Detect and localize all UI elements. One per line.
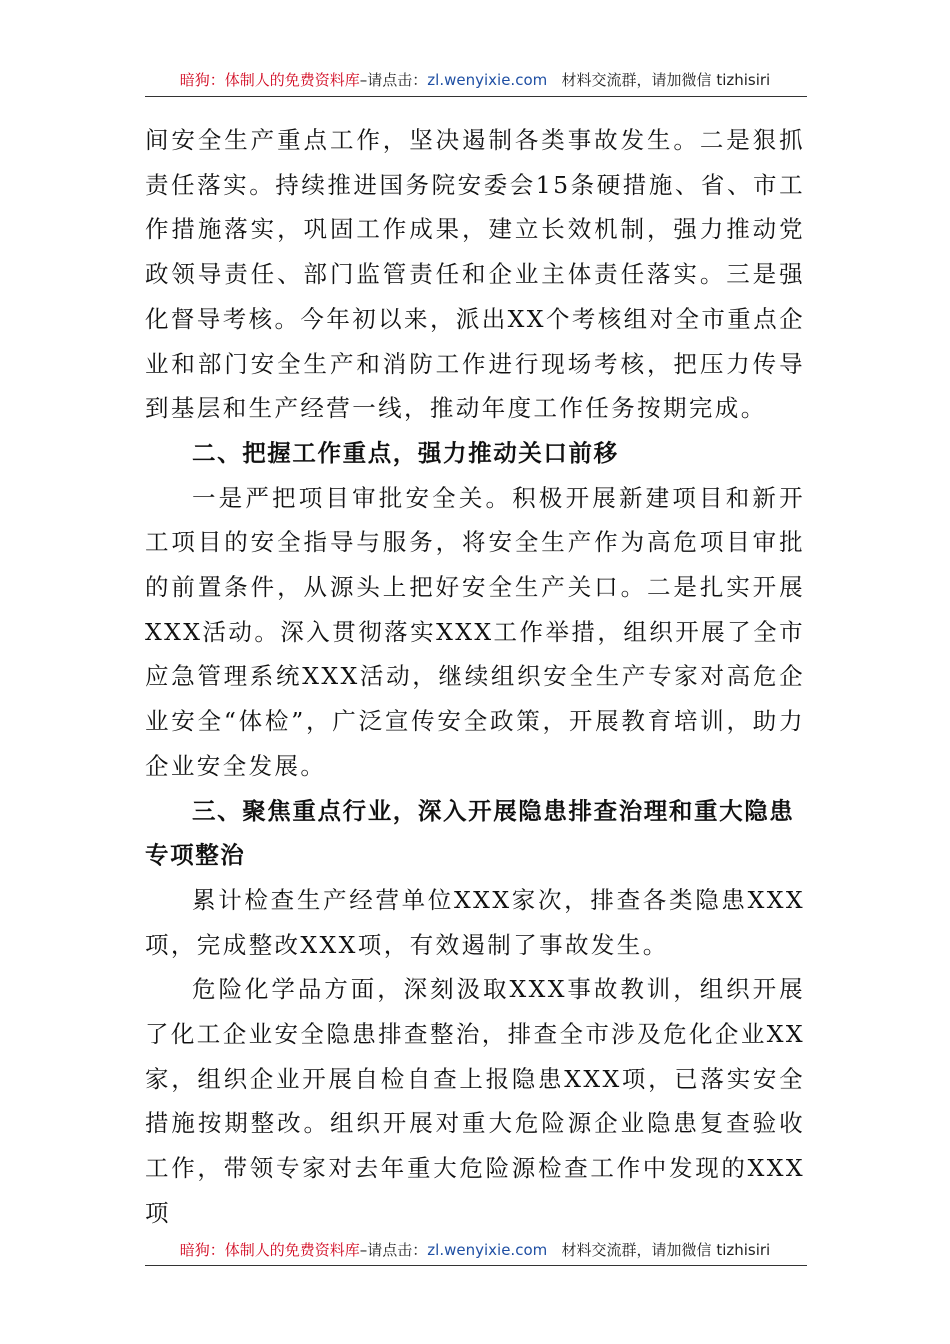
- document-body: [145, 118, 805, 1236]
- paragraph-1: 间安全生产重点工作，坚决遏制各类事故发生。二是狠抓责任落实。持续推进国务院安委会15条硬措施、省、市工作措施落实，巩固工作成果，建立长效机制，强力推动党政领导责任、部门监管责任和企业主体责任落实。三是强化督导考核。今年初以来，派出XX个考核组对全市重点企业和部门安全生产和消防工作进行现场考核，把压力传导到基层和生产经营一线，推动年度工作任务按期完成。: [145, 126, 805, 423]
- paragraph-2: 一是严把项目审批安全关。积极开展新建项目和新开工项目的安全指导与服务，将安全生产作为高危项目审批的前置条件，从源头上把好安全生产关口。二是扎实开展XXX活动。深入贯彻落实XXX工作举措，组织开展了全市应急管理系统XXX活动，继续组织安全生产专家对高危企业安全“体检”，广泛宣传安全政策，开展教育培训，助力企业安全发展。: [145, 483, 805, 780]
- footer-link[interactable]: zl.wenyixie.com: [427, 1241, 548, 1259]
- header-link[interactable]: zl.wenyixie.com: [427, 71, 548, 89]
- footer-contact: 材料交流群，请加微信 tizhisiri: [561, 1241, 771, 1259]
- header-site-name: 暗狗：体制人的免费资料库: [179, 71, 360, 89]
- footer-site-name: 暗狗：体制人的免费资料库: [179, 1241, 360, 1259]
- section-heading-2: 二、把握工作重点，强力推动关口前移: [192, 438, 619, 467]
- footer-divider: [145, 1265, 807, 1266]
- header-link-prefix: –请点击：: [359, 71, 428, 89]
- paragraph-4: 危险化学品方面，深刻汲取XXX事故教训，组织开展了化工企业安全隐患排查整治，排查全市涉及危化企业XX家，组织企业开展自检自查上报隐患XXX项，已落实安全措施按期整改。组织开展对重大危险源企业隐患复查验收工作，带领专家对去年重大危险源检查工作中发现的XXX项: [145, 975, 805, 1227]
- footer-banner: [145, 1239, 805, 1261]
- header-divider: [145, 96, 807, 97]
- section-heading-3: 三、聚焦重点行业，深入开展隐患排查治理和重大隐患专项整治: [145, 796, 795, 870]
- header-contact: 材料交流群，请加微信 tizhisiri: [561, 71, 771, 89]
- footer-link-prefix: –请点击：: [359, 1241, 428, 1259]
- paragraph-3: 累计检查生产经营单位XXX家次，排查各类隐患XXX项，完成整改XXX项，有效遏制了事故发生。: [145, 885, 805, 959]
- header-banner: [145, 69, 805, 91]
